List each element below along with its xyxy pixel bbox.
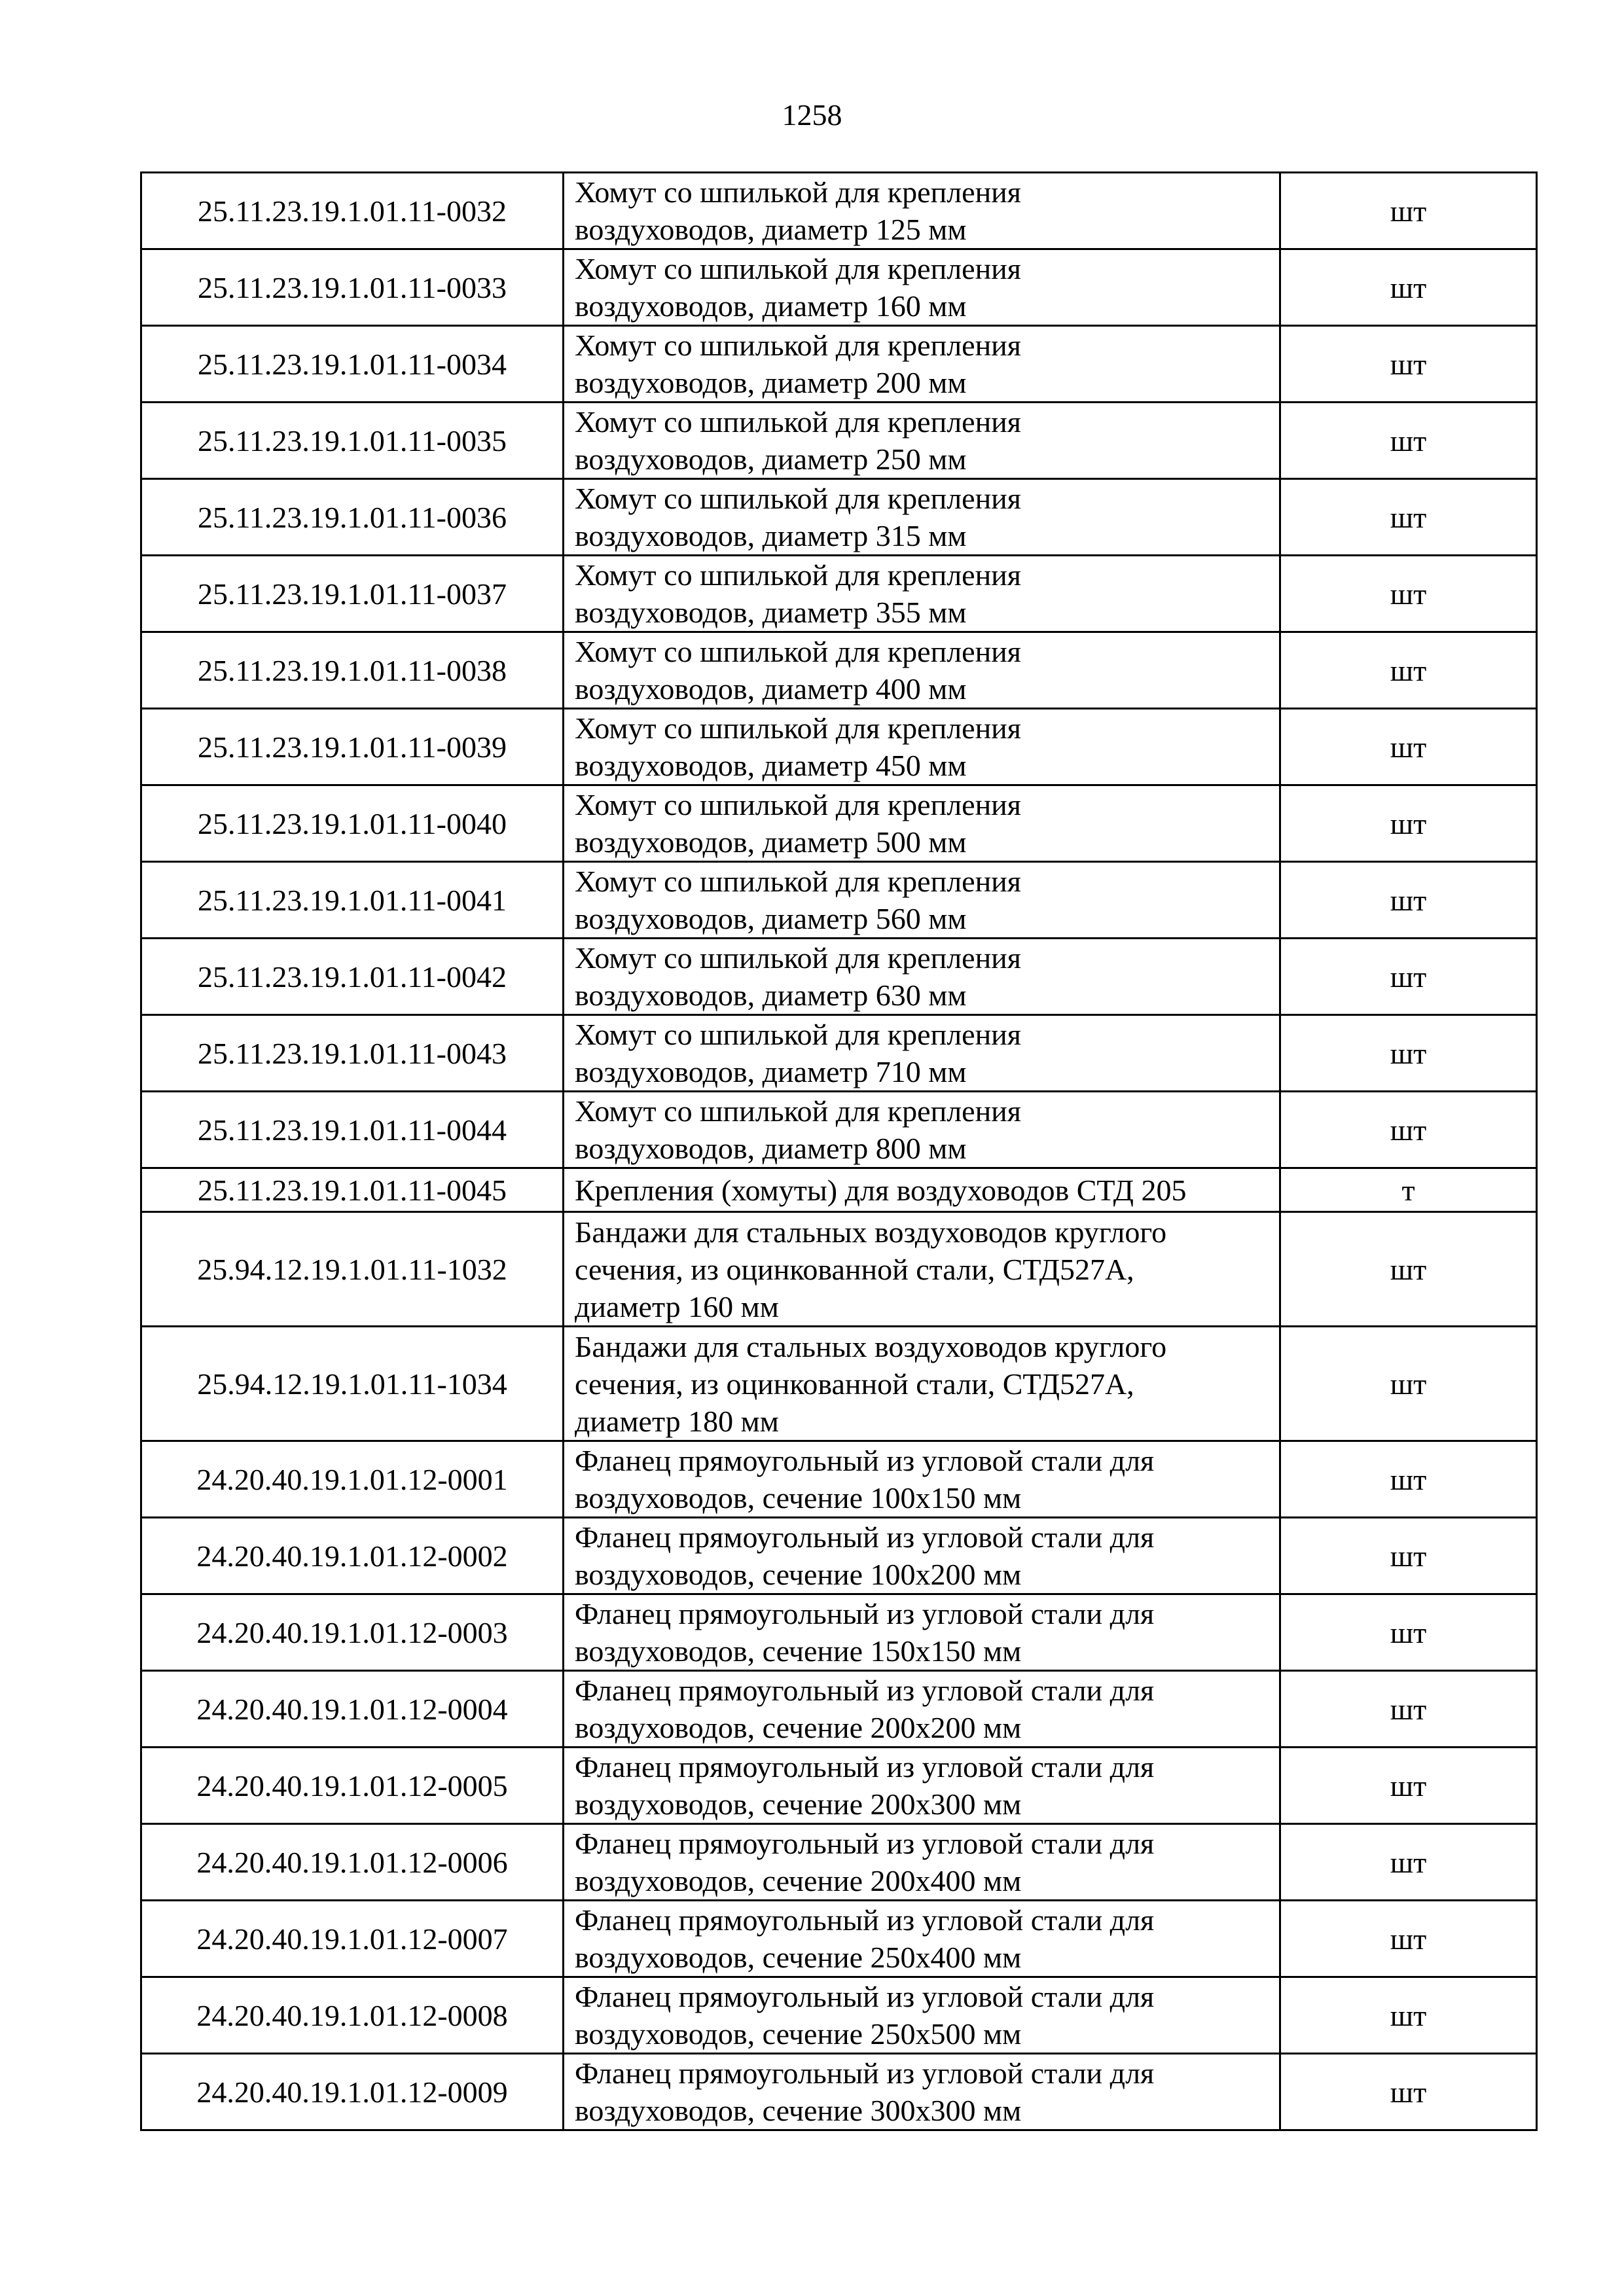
resource-name-cell	[564, 709, 1280, 785]
resource-name-line: воздуховодов, диаметр 125 мм	[575, 213, 967, 246]
resource-table	[140, 171, 1538, 2131]
resource-name-line: воздуховодов, диаметр 250 мм	[575, 442, 967, 476]
resource-name-line: Хомут со шпилькой для крепления	[575, 941, 1021, 975]
resource-name-cell	[564, 173, 1280, 249]
resource-name-line: воздуховодов, диаметр 355 мм	[575, 596, 967, 629]
table-row	[141, 632, 1537, 709]
unit-cell: шт	[1280, 939, 1537, 1015]
resource-name-line: Крепления (хомуты) для воздуховодов СТД 205	[575, 1173, 1187, 1207]
resource-name-line: воздуховодов, диаметр 800 мм	[575, 1132, 967, 1165]
unit-cell: шт	[1280, 785, 1537, 862]
resource-name-cell	[564, 1748, 1280, 1824]
resource-name-line: Хомут со шпилькой для крепления	[575, 558, 1021, 592]
resource-name-line: Фланец прямоугольный из угловой стали для	[575, 2056, 1155, 2090]
resource-name-line: Фланец прямоугольный из угловой стали для	[575, 1444, 1155, 1477]
resource-name-line: воздуховодов, сечение 200x400 мм	[575, 1864, 1022, 1897]
resource-name-cell	[564, 479, 1280, 556]
unit-cell: шт	[1280, 1441, 1537, 1518]
resource-name-line: сечения, из оцинкованной стали, СТД527А,	[575, 1367, 1134, 1401]
resource-name-line: Хомут со шпилькой для крепления	[575, 711, 1021, 745]
resource-code-cell: 25.11.23.19.1.01.11-0045	[141, 1168, 564, 1212]
resource-name-line: Фланец прямоугольный из угловой стали для	[575, 1674, 1155, 1707]
table-row	[141, 1748, 1537, 1824]
unit-cell: шт	[1280, 556, 1537, 632]
resource-name-cell	[564, 1441, 1280, 1518]
resource-name-line: воздуховодов, диаметр 450 мм	[575, 749, 967, 782]
table-row	[141, 939, 1537, 1015]
resource-code-cell: 24.20.40.19.1.01.12-0008	[141, 1977, 564, 2054]
table-row	[141, 1518, 1537, 1594]
resource-code-cell: 25.94.12.19.1.01.11-1032	[141, 1212, 564, 1327]
unit-cell: шт	[1280, 1901, 1537, 1977]
resource-name-cell	[564, 556, 1280, 632]
resource-code-cell: 25.11.23.19.1.01.11-0044	[141, 1092, 564, 1168]
resource-name-line: Фланец прямоугольный из угловой стали для	[575, 1903, 1155, 1937]
resource-name-line: Хомут со шпилькой для крепления	[575, 175, 1021, 209]
unit-cell: шт	[1280, 1748, 1537, 1824]
resource-code-cell: 25.11.23.19.1.01.11-0038	[141, 632, 564, 709]
resource-code-cell: 24.20.40.19.1.01.12-0007	[141, 1901, 564, 1977]
resource-code-cell: 25.11.23.19.1.01.11-0033	[141, 249, 564, 326]
resource-code-cell: 25.11.23.19.1.01.11-0035	[141, 403, 564, 479]
resource-name-line: Хомут со шпилькой для крепления	[575, 865, 1021, 898]
resource-name-line: Хомут со шпилькой для крепления	[575, 1094, 1021, 1128]
resource-name-cell	[564, 1518, 1280, 1594]
resource-name-line: воздуховодов, диаметр 630 мм	[575, 978, 967, 1012]
table-row	[141, 249, 1537, 326]
unit-cell: шт	[1280, 2054, 1537, 2130]
resource-name-line: воздуховодов, сечение 250x400 мм	[575, 1941, 1022, 1974]
unit-cell: шт	[1280, 403, 1537, 479]
resource-name-line: воздуховодов, диаметр 400 мм	[575, 672, 967, 706]
table-row	[141, 785, 1537, 862]
table-row	[141, 862, 1537, 939]
resource-name-cell	[564, 1901, 1280, 1977]
table-row	[141, 173, 1537, 249]
unit-cell: шт	[1280, 1015, 1537, 1092]
unit-cell: т	[1280, 1168, 1537, 1212]
unit-cell: шт	[1280, 1327, 1537, 1441]
unit-cell: шт	[1280, 1594, 1537, 1671]
resource-name-line: Хомут со шпилькой для крепления	[575, 329, 1021, 362]
table-row	[141, 1092, 1537, 1168]
resource-name-line: Хомут со шпилькой для крепления	[575, 252, 1021, 285]
unit-cell: шт	[1280, 709, 1537, 785]
resource-name-cell	[564, 1594, 1280, 1671]
table-row	[141, 1901, 1537, 1977]
table-row	[141, 2054, 1537, 2130]
unit-cell: шт	[1280, 1671, 1537, 1748]
unit-cell: шт	[1280, 249, 1537, 326]
resource-code-cell: 25.11.23.19.1.01.11-0032	[141, 173, 564, 249]
table-row	[141, 326, 1537, 403]
resource-name-line: воздуховодов, диаметр 200 мм	[575, 366, 967, 399]
resource-name-cell	[564, 785, 1280, 862]
resource-name-line: Фланец прямоугольный из угловой стали для	[575, 1980, 1155, 2013]
resource-name-cell	[564, 632, 1280, 709]
table-row	[141, 403, 1537, 479]
resource-name-line: воздуховодов, сечение 200x200 мм	[575, 1711, 1022, 1744]
resource-name-line: Хомут со шпилькой для крепления	[575, 1018, 1021, 1051]
unit-cell: шт	[1280, 1824, 1537, 1901]
unit-cell: шт	[1280, 1977, 1537, 2054]
unit-cell: шт	[1280, 326, 1537, 403]
resource-name-cell	[564, 939, 1280, 1015]
resource-name-line: воздуховодов, сечение 200x300 мм	[575, 1787, 1022, 1821]
table-row	[141, 1168, 1537, 1212]
resource-code-cell: 25.11.23.19.1.01.11-0043	[141, 1015, 564, 1092]
resource-name-line: сечения, из оцинкованной стали, СТД527А,	[575, 1252, 1134, 1286]
table-row	[141, 1212, 1537, 1327]
page-number: 1258	[782, 98, 842, 132]
unit-cell: шт	[1280, 1518, 1537, 1594]
table-row	[141, 556, 1537, 632]
resource-name-line: диаметр 180 мм	[575, 1404, 779, 1438]
resource-name-cell	[564, 403, 1280, 479]
resource-name-line: Фланец прямоугольный из угловой стали для	[575, 1520, 1155, 1554]
resource-code-cell: 25.11.23.19.1.01.11-0037	[141, 556, 564, 632]
table-row	[141, 1671, 1537, 1748]
resource-name-line: воздуховодов, сечение 150x150 мм	[575, 1634, 1022, 1668]
resource-name-cell	[564, 1977, 1280, 2054]
resource-code-cell: 25.11.23.19.1.01.11-0036	[141, 479, 564, 556]
resource-code-cell: 25.94.12.19.1.01.11-1034	[141, 1327, 564, 1441]
resource-code-cell: 24.20.40.19.1.01.12-0001	[141, 1441, 564, 1518]
resource-name-cell	[564, 1824, 1280, 1901]
resource-name-line: воздуховодов, диаметр 560 мм	[575, 902, 967, 935]
table-row	[141, 709, 1537, 785]
resource-name-cell	[564, 2054, 1280, 2130]
resource-name-cell	[564, 1671, 1280, 1748]
resource-name-line: воздуховодов, сечение 100x200 мм	[575, 1558, 1022, 1591]
resource-code-cell: 24.20.40.19.1.01.12-0006	[141, 1824, 564, 1901]
unit-cell: шт	[1280, 1212, 1537, 1327]
resource-name-line: воздуховодов, диаметр 710 мм	[575, 1055, 967, 1088]
table-row	[141, 1977, 1537, 2054]
resource-code-cell: 24.20.40.19.1.01.12-0003	[141, 1594, 564, 1671]
table-row	[141, 1015, 1537, 1092]
resource-code-cell: 25.11.23.19.1.01.11-0041	[141, 862, 564, 939]
unit-cell: шт	[1280, 173, 1537, 249]
resource-name-cell	[564, 1327, 1280, 1441]
resource-name-line: Бандажи для стальных воздуховодов круглого	[575, 1329, 1167, 1363]
resource-name-cell	[564, 1212, 1280, 1327]
resource-name-line: воздуховодов, сечение 250x500 мм	[575, 2017, 1022, 2051]
resource-name-line: воздуховодов, диаметр 500 мм	[575, 825, 967, 859]
resource-name-line: Фланец прямоугольный из угловой стали для	[575, 1750, 1155, 1784]
resource-name-line: Фланец прямоугольный из угловой стали для	[575, 1597, 1155, 1630]
resource-name-line: Хомут со шпилькой для крепления	[575, 405, 1021, 439]
unit-cell: шт	[1280, 862, 1537, 939]
table-row	[141, 479, 1537, 556]
resource-name-line: Хомут со шпилькой для крепления	[575, 482, 1021, 515]
resource-name-line: воздуховодов, сечение 100x150 мм	[575, 1481, 1022, 1515]
table-body	[141, 173, 1537, 2130]
resource-code-cell: 24.20.40.19.1.01.12-0009	[141, 2054, 564, 2130]
unit-cell: шт	[1280, 479, 1537, 556]
table-row	[141, 1327, 1537, 1441]
resource-name-line: Бандажи для стальных воздуховодов круглого	[575, 1215, 1167, 1249]
resource-code-cell: 24.20.40.19.1.01.12-0004	[141, 1671, 564, 1748]
resource-name-line: Хомут со шпилькой для крепления	[575, 635, 1021, 668]
resource-name-line: диаметр 160 мм	[575, 1289, 779, 1323]
resource-code-cell: 24.20.40.19.1.01.12-0002	[141, 1518, 564, 1594]
resource-name-cell	[564, 326, 1280, 403]
resource-name-line: воздуховодов, диаметр 315 мм	[575, 519, 967, 552]
resource-name-cell	[564, 1092, 1280, 1168]
resource-name-line: воздуховодов, сечение 300x300 мм	[575, 2094, 1022, 2127]
resource-name-cell	[564, 862, 1280, 939]
resource-code-cell: 25.11.23.19.1.01.11-0034	[141, 326, 564, 403]
resource-code-cell: 25.11.23.19.1.01.11-0039	[141, 709, 564, 785]
resource-name-cell	[564, 249, 1280, 326]
resource-name-cell	[564, 1168, 1280, 1212]
unit-cell: шт	[1280, 1092, 1537, 1168]
unit-cell: шт	[1280, 632, 1537, 709]
resource-code-cell: 25.11.23.19.1.01.11-0040	[141, 785, 564, 862]
resource-name-cell	[564, 1015, 1280, 1092]
resource-name-line: воздуховодов, диаметр 160 мм	[575, 289, 967, 323]
table-row	[141, 1441, 1537, 1518]
table-row	[141, 1824, 1537, 1901]
table-row	[141, 1594, 1537, 1671]
resource-name-line: Хомут со шпилькой для крепления	[575, 788, 1021, 821]
resource-name-line: Фланец прямоугольный из угловой стали для	[575, 1827, 1155, 1860]
resource-code-cell: 24.20.40.19.1.01.12-0005	[141, 1748, 564, 1824]
resource-code-cell: 25.11.23.19.1.01.11-0042	[141, 939, 564, 1015]
